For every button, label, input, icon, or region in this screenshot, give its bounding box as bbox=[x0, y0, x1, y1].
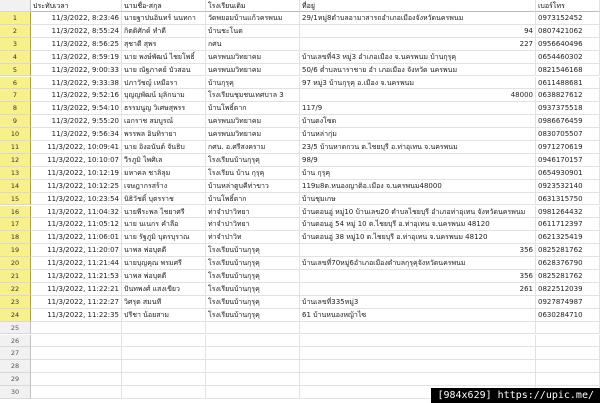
cell-phone[interactable] bbox=[536, 373, 600, 386]
cell-timestamp[interactable]: 11/3/2022, 11:20:07 bbox=[31, 244, 122, 257]
cell-timestamp[interactable]: 11/3/2022, 9:56:34 bbox=[31, 128, 122, 141]
cell-address[interactable] bbox=[300, 244, 536, 257]
cell-school[interactable]: โรงเรียนบ้านกุรุคุ bbox=[206, 270, 300, 283]
cell-phone[interactable]: 0923532140 bbox=[536, 180, 600, 193]
cell-school[interactable]: โรงเรียนบ้านกุรุคุ bbox=[206, 309, 300, 322]
cell-school[interactable]: บ้านโพธิ์ตาก bbox=[206, 102, 300, 115]
cell-name[interactable]: นาย นเนกร คำลือ bbox=[122, 218, 206, 231]
cell-school[interactable]: บ้านชะโนด bbox=[206, 25, 300, 38]
cell-timestamp[interactable] bbox=[31, 322, 122, 335]
cell-timestamp[interactable] bbox=[31, 335, 122, 348]
cell-address[interactable] bbox=[300, 115, 536, 128]
cell-timestamp[interactable]: 11/3/2022, 10:12:25 bbox=[31, 180, 122, 193]
cell-phone[interactable] bbox=[536, 335, 600, 348]
cell-name[interactable]: ปภาวัชญ์ เหมือรา bbox=[122, 77, 206, 90]
cell-timestamp[interactable] bbox=[31, 373, 122, 386]
cell-address[interactable] bbox=[300, 283, 536, 296]
cell-name[interactable]: นาย พงษ์พัฒน์ ไชยโพธิ์ bbox=[122, 51, 206, 64]
header-address[interactable]: ที่อยู่ bbox=[300, 0, 536, 12]
cell-school[interactable]: โรงเรียนชุมชนเทศบาล 3 bbox=[206, 89, 300, 102]
cell-timestamp[interactable]: 11/3/2022, 10:23:54 bbox=[31, 193, 122, 206]
cell-address[interactable] bbox=[300, 218, 536, 231]
row-number[interactable]: 24 bbox=[0, 309, 31, 322]
cell-timestamp[interactable]: 11/3/2022, 10:09:41 bbox=[31, 141, 122, 154]
cell-address[interactable] bbox=[300, 25, 536, 38]
row-number[interactable]: 16 bbox=[0, 206, 31, 219]
row-number[interactable]: 26 bbox=[0, 335, 31, 348]
table-row bbox=[0, 231, 600, 244]
cell-phone[interactable]: 0611488681 bbox=[536, 77, 600, 90]
table-row bbox=[0, 38, 600, 51]
table-row bbox=[0, 373, 600, 386]
cell-timestamp[interactable]: 11/3/2022, 9:55:20 bbox=[31, 115, 122, 128]
cell-timestamp[interactable]: 11/3/2022, 9:54:10 bbox=[31, 102, 122, 115]
header-phone[interactable]: เบอร์โทร bbox=[536, 0, 600, 12]
table-row bbox=[0, 335, 600, 348]
cell-address[interactable] bbox=[300, 38, 536, 51]
cell-name[interactable]: นายฐาปนอินทร์ นนทกา bbox=[122, 12, 206, 25]
cell-name[interactable]: นาพล พ่อบุตดี bbox=[122, 270, 206, 283]
row-number[interactable]: 10 bbox=[0, 128, 31, 141]
cell-timestamp[interactable]: 11/3/2022, 9:33:38 bbox=[31, 77, 122, 90]
table-row bbox=[0, 115, 600, 128]
address-number: 356 bbox=[519, 272, 533, 280]
cell-school[interactable]: นครพนมวิทยาคม bbox=[206, 115, 300, 128]
cell-name[interactable]: นายพีระพล ไชยาศรี bbox=[122, 206, 206, 219]
table-row bbox=[0, 360, 600, 373]
row-number[interactable]: 2 bbox=[0, 25, 31, 38]
cell-school[interactable]: โรงเรียนบ้านกุรุคุ bbox=[206, 283, 300, 296]
cell-phone[interactable]: 0638827612 bbox=[536, 89, 600, 102]
cell-timestamp[interactable]: 11/3/2022, 8:23:46 bbox=[31, 12, 122, 25]
address-text: 119ม8ต.หนองญาติอ.เมือง จ.นครพนม48000 bbox=[302, 181, 442, 190]
address-text: บ้านเลขที่70หมู่6อำเภอเมืองตำบลกุรุคุจังหวัดนครพนม bbox=[302, 259, 466, 268]
cell-address[interactable] bbox=[300, 206, 536, 219]
address-text: บ้านดอนอู่ 38 หมู่10 ต.ไชยบุรี อ.ท่าอุเทน จ.นครพนม 48120 bbox=[302, 233, 488, 242]
table-row bbox=[0, 141, 600, 154]
cell-timestamp[interactable]: 11/3/2022, 11:22:21 bbox=[31, 283, 122, 296]
cell-name[interactable]: บุญญพัฒน์ มุลิกนาม bbox=[122, 89, 206, 102]
cell-name[interactable]: นายบุญคุณ พรมศรี bbox=[122, 257, 206, 270]
cell-timestamp[interactable]: 11/3/2022, 10:10:07 bbox=[31, 154, 122, 167]
cell-school[interactable]: บ้านกุรุคุ bbox=[206, 77, 300, 90]
cell-timestamp[interactable]: 11/3/2022, 11:05:12 bbox=[31, 218, 122, 231]
header-school[interactable]: โรงเรียนเดิม bbox=[206, 0, 300, 12]
cell-timestamp[interactable]: 11/3/2022, 11:22:35 bbox=[31, 309, 122, 322]
table-row bbox=[0, 167, 600, 180]
cell-address[interactable] bbox=[300, 360, 536, 373]
address-text: บ้านหล่ากุ่ม bbox=[302, 130, 337, 139]
row-number[interactable]: 28 bbox=[0, 360, 31, 373]
cell-address[interactable] bbox=[300, 64, 536, 77]
column-header-row bbox=[0, 0, 600, 12]
table-row bbox=[0, 206, 600, 219]
row-number[interactable]: 18 bbox=[0, 231, 31, 244]
cell-address[interactable] bbox=[300, 231, 536, 244]
cell-name[interactable]: วีรภูมิ ไพศิเล bbox=[122, 154, 206, 167]
cell-phone[interactable]: 0821546168 bbox=[536, 64, 600, 77]
cell-timestamp[interactable] bbox=[31, 386, 122, 399]
cell-phone[interactable]: 0654930901 bbox=[536, 167, 600, 180]
cell-phone[interactable]: 0630284710 bbox=[536, 309, 600, 322]
cell-address[interactable] bbox=[300, 77, 536, 90]
cell-name[interactable]: สุชาดี สุพร bbox=[122, 38, 206, 51]
row-number[interactable]: 19 bbox=[0, 244, 31, 257]
cell-address[interactable] bbox=[300, 89, 536, 102]
table-row bbox=[0, 128, 600, 141]
row-number[interactable]: 25 bbox=[0, 322, 31, 335]
table-row bbox=[0, 244, 600, 257]
cell-phone[interactable]: 0807421062 bbox=[536, 25, 600, 38]
address-text: บ้านดอนอู่ 54 หมู่ 10 ต.ไชยบุรี อ.ท่าอุเทน จ.นครพนม 48120 bbox=[302, 220, 490, 229]
cell-address[interactable] bbox=[300, 141, 536, 154]
cell-address[interactable] bbox=[300, 193, 536, 206]
row-number[interactable]: 6 bbox=[0, 77, 31, 90]
table-row bbox=[0, 64, 600, 77]
address-text: บ้านดงโซด bbox=[302, 117, 337, 126]
row-number[interactable]: 21 bbox=[0, 270, 31, 283]
address-text: 50/6 ต่ำบลนาราชาย อำ เภอเมือง จังหวัด นครพนม bbox=[302, 65, 458, 74]
cell-timestamp[interactable]: 11/3/2022, 11:22:27 bbox=[31, 296, 122, 309]
table-row bbox=[0, 257, 600, 270]
cell-timestamp[interactable]: 11/3/2022, 8:55:24 bbox=[31, 25, 122, 38]
address-text: บ้านชุมเกษ bbox=[302, 194, 336, 203]
row-number[interactable]: 17 bbox=[0, 218, 31, 231]
address-number: 261 bbox=[519, 284, 533, 293]
cell-name[interactable]: มหาคล ชาลิลุม bbox=[122, 167, 206, 180]
row-number[interactable]: 7 bbox=[0, 89, 31, 102]
table-row bbox=[0, 193, 600, 206]
watermark: [984x629] https://upic.me/ bbox=[431, 388, 600, 403]
cell-phone[interactable]: 0830705507 bbox=[536, 128, 600, 141]
address-text: 117/9 bbox=[302, 104, 323, 113]
cell-timestamp[interactable] bbox=[31, 360, 122, 373]
cell-phone[interactable] bbox=[536, 360, 600, 373]
cell-school[interactable]: โรงเรียนบ้านกุรุคุ bbox=[206, 244, 300, 257]
cell-phone[interactable]: 0654460302 bbox=[536, 51, 600, 64]
cell-name[interactable]: กิตติศักด์ ทำดี bbox=[122, 25, 206, 38]
cell-timestamp[interactable]: 11/3/2022, 10:12:19 bbox=[31, 167, 122, 180]
table-row bbox=[0, 347, 600, 360]
table-row bbox=[0, 270, 600, 283]
cell-name[interactable]: นาย อิงอนันต์ จันธิบ bbox=[122, 141, 206, 154]
cell-school[interactable]: โรงเรียนบ้านกุรุคุ bbox=[206, 296, 300, 309]
cell-phone[interactable]: 0628376790 bbox=[536, 257, 600, 270]
cell-name[interactable] bbox=[122, 322, 206, 335]
row-number[interactable]: 14 bbox=[0, 180, 31, 193]
table-row bbox=[0, 154, 600, 167]
cell-address[interactable] bbox=[300, 102, 536, 115]
table-row bbox=[0, 296, 600, 309]
row-number[interactable]: 12 bbox=[0, 154, 31, 167]
cell-timestamp[interactable]: 11/3/2022, 11:04:32 bbox=[31, 206, 122, 219]
table-row bbox=[0, 322, 600, 335]
cell-school[interactable] bbox=[206, 322, 300, 335]
cell-name[interactable] bbox=[122, 347, 206, 360]
row-number[interactable]: 9 bbox=[0, 115, 31, 128]
row-number[interactable]: 29 bbox=[0, 373, 31, 386]
cell-address[interactable] bbox=[300, 128, 536, 141]
table-row bbox=[0, 102, 600, 115]
cell-address[interactable] bbox=[300, 322, 536, 335]
cell-phone[interactable]: 0986676459 bbox=[536, 115, 600, 128]
table-row bbox=[0, 283, 600, 296]
cell-phone[interactable]: 0981264432 bbox=[536, 206, 600, 219]
cell-school[interactable]: นครพนมวิทยาคม bbox=[206, 51, 300, 64]
address-text: 97 หมู่3 บ้านกุรุคุ อ.เมือง จ.นครพนม bbox=[302, 78, 414, 87]
cell-school[interactable]: บ้านหล่าตูบคีท่าขาว bbox=[206, 180, 300, 193]
row-number[interactable]: 22 bbox=[0, 283, 31, 296]
cell-school[interactable] bbox=[206, 386, 300, 399]
row-number[interactable]: 13 bbox=[0, 167, 31, 180]
table-row bbox=[0, 51, 600, 64]
row-number[interactable]: 1 bbox=[0, 12, 31, 25]
cell-school[interactable]: บ้านโพธิ์ตาก bbox=[206, 193, 300, 206]
cell-name[interactable] bbox=[122, 386, 206, 399]
cell-school[interactable]: นครพนมวิทยาคม bbox=[206, 128, 300, 141]
cell-address[interactable] bbox=[300, 257, 536, 270]
cell-name[interactable] bbox=[122, 335, 206, 348]
row-number[interactable]: 30 bbox=[0, 386, 31, 399]
row-number[interactable]: 27 bbox=[0, 347, 31, 360]
address-number: 227 bbox=[519, 39, 533, 48]
cell-timestamp[interactable]: 11/3/2022, 8:56:25 bbox=[31, 38, 122, 51]
row-number[interactable]: 5 bbox=[0, 64, 31, 77]
cell-phone[interactable]: 0971270619 bbox=[536, 141, 600, 154]
cell-phone[interactable]: 0956640496 bbox=[536, 38, 600, 51]
cell-name[interactable] bbox=[122, 373, 206, 386]
address-number: 48000 bbox=[510, 91, 533, 100]
cell-phone[interactable]: 0946170157 bbox=[536, 154, 600, 167]
cell-name[interactable]: นาพล พ่อบุตดี bbox=[122, 244, 206, 257]
cell-address[interactable] bbox=[300, 296, 536, 309]
table-row bbox=[0, 309, 600, 322]
cell-phone[interactable]: 0973152452 bbox=[536, 12, 600, 25]
address-text: บ้านดอนอู่ หมู่10 บ้านเลข20 ตำบลไชยบุรี อำเภอท่าอุเทน จังหวัดนครพนม bbox=[302, 207, 526, 216]
header-name[interactable]: นามชื่อ-สกุล bbox=[122, 0, 206, 12]
address-text: 29/1หมู่8ตำบลอามาสารถอำเภอเมืองจังหวัดนครพนม bbox=[302, 14, 464, 22]
cell-address[interactable] bbox=[300, 309, 536, 322]
cell-address[interactable] bbox=[300, 270, 536, 283]
cell-name[interactable]: เจษฎากรสร้าง bbox=[122, 180, 206, 193]
header-timestamp[interactable]: ประทับเวลา bbox=[31, 0, 122, 12]
cell-timestamp[interactable]: 11/3/2022, 9:52:16 bbox=[31, 89, 122, 102]
cell-phone[interactable] bbox=[536, 347, 600, 360]
row-number[interactable]: 15 bbox=[0, 193, 31, 206]
cell-address[interactable] bbox=[300, 51, 536, 64]
address-text: 23/5 บ้านหาดกวน ต.ไชยบุรี อ.ท่าอุเทน จ.นครพนม bbox=[302, 143, 458, 151]
cell-school[interactable]: โรงเรียน บ้าน กุรุคุ bbox=[206, 167, 300, 180]
cell-school[interactable] bbox=[206, 373, 300, 386]
row-number[interactable]: 23 bbox=[0, 296, 31, 309]
address-number: 356 bbox=[519, 246, 533, 255]
address-text: บ้านเลขที่43 หมู่3 อำเภอเมือง จ.นครพนม บ้านกุรุคุ bbox=[302, 52, 457, 61]
cell-school[interactable]: ท่าจำปาวิทยา bbox=[206, 218, 300, 231]
cell-school[interactable]: โรงเรียนบ้านกุรุคุ bbox=[206, 257, 300, 270]
table-row bbox=[0, 218, 600, 231]
cell-address[interactable] bbox=[300, 12, 536, 25]
cell-name[interactable]: นิธิวัชดิ์ บุตรราช bbox=[122, 193, 206, 206]
table-row bbox=[0, 89, 600, 102]
cell-name[interactable]: ปรีชา น้อยสาม bbox=[122, 309, 206, 322]
address-number: 94 bbox=[524, 26, 533, 35]
cell-timestamp[interactable] bbox=[31, 347, 122, 360]
cell-address[interactable] bbox=[300, 347, 536, 360]
address-text: บ้านเลขที่335หมู่3 bbox=[302, 297, 359, 306]
cell-phone[interactable]: 0825281762 bbox=[536, 270, 600, 283]
cell-address[interactable] bbox=[300, 167, 536, 180]
cell-address[interactable] bbox=[300, 180, 536, 193]
cell-name[interactable] bbox=[122, 360, 206, 373]
cell-name[interactable]: วิศรุต สมนที bbox=[122, 296, 206, 309]
row-number[interactable]: 20 bbox=[0, 257, 31, 270]
table-row bbox=[0, 25, 600, 38]
cell-address[interactable] bbox=[300, 335, 536, 348]
cell-name[interactable]: เอกราช สมบูรณ์ bbox=[122, 115, 206, 128]
cell-phone[interactable]: 0631315750 bbox=[536, 193, 600, 206]
cell-phone[interactable]: 0825281762 bbox=[536, 244, 600, 257]
table-row bbox=[0, 180, 600, 193]
table-row bbox=[0, 77, 600, 90]
cell-phone[interactable] bbox=[536, 322, 600, 335]
cell-timestamp[interactable]: 11/3/2022, 8:59:19 bbox=[31, 51, 122, 64]
cell-phone[interactable]: 0927874987 bbox=[536, 296, 600, 309]
cell-address[interactable] bbox=[300, 154, 536, 167]
address-text: บ้าน กุรุคุ bbox=[302, 168, 331, 177]
cell-phone[interactable]: 0611712397 bbox=[536, 218, 600, 231]
row-number[interactable]: 11 bbox=[0, 141, 31, 154]
cell-school[interactable] bbox=[206, 335, 300, 348]
cell-name[interactable]: นาย ณัฐภาคย์ บัวสอน bbox=[122, 64, 206, 77]
cell-school[interactable]: ท่าจำปาวิทยา bbox=[206, 206, 300, 219]
address-text: 98/9 bbox=[302, 155, 318, 164]
cell-phone[interactable]: 0937375518 bbox=[536, 102, 600, 115]
cell-name[interactable]: นาย รัฐภูมิ บุตรบุราณ bbox=[122, 231, 206, 244]
cell-school[interactable] bbox=[206, 347, 300, 360]
cell-timestamp[interactable]: 11/3/2022, 11:06:01 bbox=[31, 231, 122, 244]
cell-name[interactable]: พรรพล อินทิรายา bbox=[122, 128, 206, 141]
cell-school[interactable]: นครพนมวิทยาคม bbox=[206, 64, 300, 77]
address-text: 61 บ้านหนองหญ้าไซ bbox=[302, 310, 367, 319]
row-number[interactable]: 3 bbox=[0, 38, 31, 51]
cell-address[interactable] bbox=[300, 373, 536, 386]
cell-name[interactable]: ปันทพงศ์ แสงเขียว bbox=[122, 283, 206, 296]
cell-school[interactable]: วัดพยอมบ้านแก้วครพนม bbox=[206, 12, 300, 25]
cell-timestamp[interactable]: 11/3/2022, 11:21:53 bbox=[31, 270, 122, 283]
corner-cell[interactable] bbox=[0, 0, 31, 12]
cell-school[interactable] bbox=[206, 360, 300, 373]
cell-school[interactable]: กศน. อ.ศรีสงคราม bbox=[206, 141, 300, 154]
row-number[interactable]: 4 bbox=[0, 51, 31, 64]
cell-phone[interactable]: 0822512039 bbox=[536, 283, 600, 296]
table-row bbox=[0, 12, 600, 25]
cell-timestamp[interactable]: 11/3/2022, 11:21:44 bbox=[31, 257, 122, 270]
cell-phone[interactable]: 0621325419 bbox=[536, 231, 600, 244]
cell-timestamp[interactable]: 11/3/2022, 9:00:33 bbox=[31, 64, 122, 77]
cell-name[interactable]: ธรรมนูญ วิเศษสุพรร bbox=[122, 102, 206, 115]
cell-school[interactable]: โรงเรียนบ้านกุรุคุ bbox=[206, 154, 300, 167]
cell-school[interactable]: ท่าจำปาวิท bbox=[206, 231, 300, 244]
cell-school[interactable]: กศน bbox=[206, 38, 300, 51]
row-number[interactable]: 8 bbox=[0, 102, 31, 115]
